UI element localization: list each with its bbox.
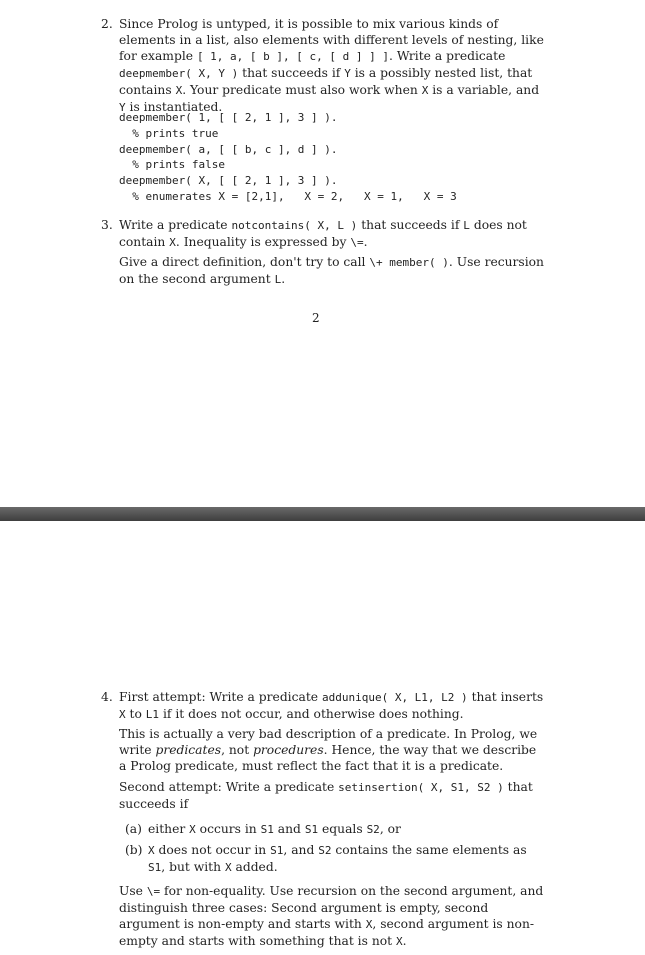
question-2-code-example xyxy=(119,110,457,205)
code-line: deepmember( a, [ [ b, c ], d ] ). xyxy=(119,142,338,156)
code-line: deepmember( 1, [ [ 2, 1 ], 3 ] ). xyxy=(119,111,338,124)
question-3-text: Write a predicate notcontains( X, L ) that succeeds if L does not contain X. Inequality is expressed by \=. xyxy=(119,218,527,249)
question-4-first-attempt: First attempt: Write a predicate addunique( X, L1, L2 ) that inserts X to L1 if it does not occur, and otherwise does nothing. xyxy=(119,690,544,721)
cut-off-text xyxy=(118,0,158,4)
question-4-second-attempt: Second attempt: Write a predicate setinsertion( X, S1, S2 ) that succeeds if xyxy=(119,780,533,811)
question-4-explanation: This is actually a very bad description of a predicate. In Prolog, we write predicates, not procedures. Hence, the way that we describe a Prolog predicate, must reflect the fact that it is a predicate. xyxy=(119,727,538,773)
question-2-text: Since Prolog is untyped, it is possible to mix various kinds of elements in a list, also elements with different levels of nesting, like for example [ 1, a, [ b ], [ c, [ d ] ] ]. Write a predicate deepmember( X, Y ) that succeeds if Y is a possibly nested list, that contains X. Your predicate must also work when X is a variable, and Y is instantiated. xyxy=(119,17,544,114)
question-4-number: 4. xyxy=(101,690,113,704)
page-separator xyxy=(0,507,645,521)
item-a-text: either X occurs in S1 and S1 equals S2, or xyxy=(148,822,401,836)
question-2-number: 2. xyxy=(101,17,113,31)
question-4-recursion-hint: Use \= for non-equality. Use recursion on the second argument, and distinguish three cases: Second argument is empty, second argument is non-empty and starts with X, second argument is non-empty and starts with something that is not X. xyxy=(119,884,544,948)
item-b-label: (b) xyxy=(125,843,143,857)
question-3-number: 3. xyxy=(101,218,113,232)
item-b-text: X does not occur in S1, and S2 contains the same elements as S1, but with X added. xyxy=(148,843,527,874)
code-line: % prints false xyxy=(119,158,225,172)
code-line: % enumerates X = [2,1], X = 2, X = 1, X = 3 xyxy=(119,189,457,203)
code-line: deepmember( X, [ [ 2, 1 ], 3 ] ). xyxy=(119,174,338,188)
item-a-label: (a) xyxy=(125,822,142,836)
code-line: % prints true xyxy=(119,126,219,140)
page-number: 2 xyxy=(312,311,320,325)
document-page-bottom xyxy=(0,521,645,955)
question-3-hint: Give a direct definition, don't try to call \+ member( ). Use recursion on the second argument L. xyxy=(119,255,544,286)
